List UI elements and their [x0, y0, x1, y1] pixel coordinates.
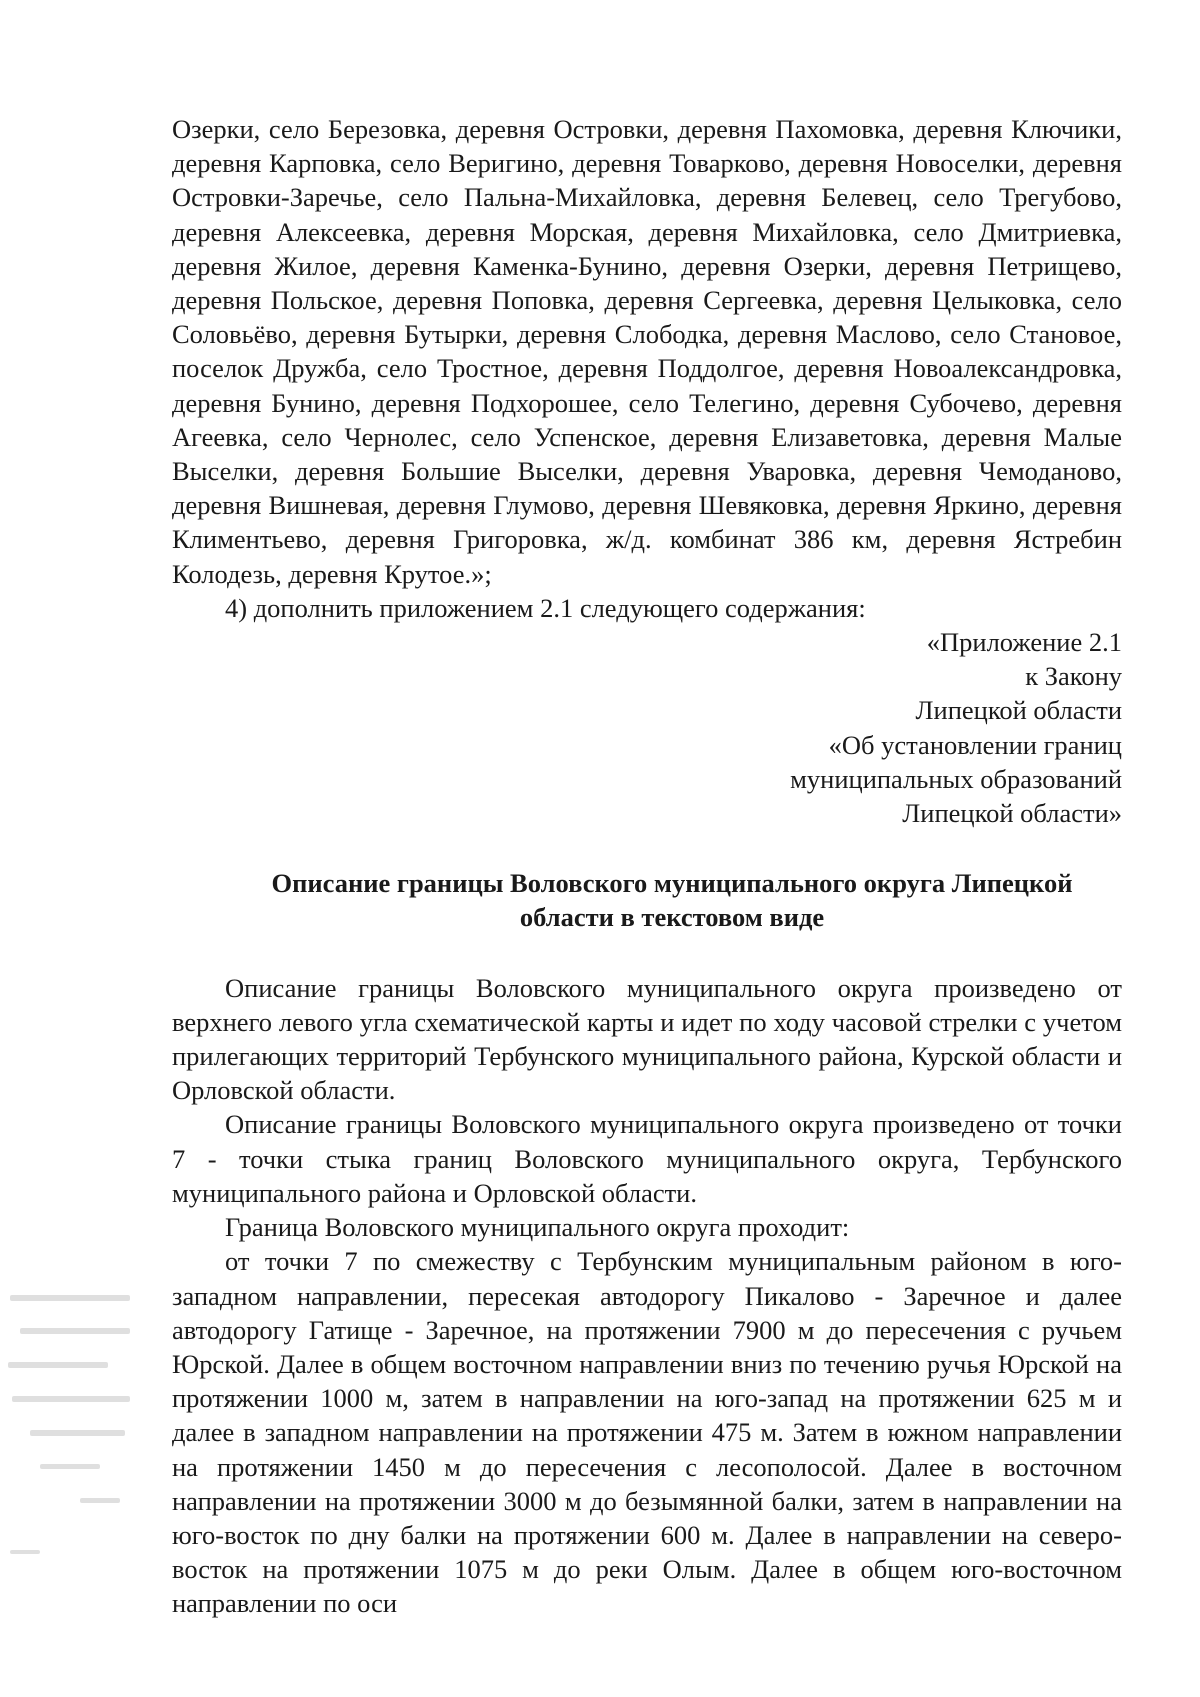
description-paragraph: Граница Воловского муниципального округа проходит:: [225, 1212, 850, 1243]
document-page: [172, 112, 1122, 1621]
appendix-header: [172, 625, 1122, 830]
spacer: [172, 935, 1122, 971]
heading-line: Описание границы Воловского муниципального округа Липецкой: [271, 868, 1073, 899]
appendix-line: Липецкой области: [915, 695, 1122, 726]
appendix-line: к Закону: [1025, 661, 1122, 692]
boundary-paragraph: от точки 7 по смежеству с Тербунским муниципальным районом в юго-западном направлении, пересекая автодорогу Пикалово - Заречное и далее автодорогу Гатище - Заречное, на протяжении 7900 м до пересечения с ручьем Юрской. Далее в общем восточном направлении вниз по течению ручья Юрской на протяжении 1000 м, затем в направлении на юго-запад на протяжении 625 м и далее в западном направлении на протяжении 475 м. Затем в южном направлении на протяжении 1450 м до пересечения с лесополосой. Далее в восточном направлении на протяжении 3000 м до безымянной балки, затем в направлении на юго-восток по дну балки на протяжении 600 м. Далее в направлении на северо-восток на протяжении 1075 м до реки Олым. Далее в общем юго-восточном направлении по оси: [172, 1246, 1122, 1619]
appendix-line: «Об установлении границ: [828, 729, 1122, 760]
village-list-paragraph: Озерки, село Березовка, деревня Островки, деревня Пахомовка, деревня Ключики, деревня Карповка, село Веригино, деревня Товарково, деревня Новоселки, деревня Островки-Заречье, село Пальна-Михайловка, деревня Белевец, село Трегубово, деревня Алексеевка, деревня Морская, деревня Михайловка, село Дмитриевка, деревня Жилое, деревня Каменка-Бунино, деревня Озерки, деревня Петрищево, деревня Польское, деревня Поповка, деревня Сергеевка, деревня Целыковка, село Соловьёво, деревня Бутырки, деревня Слободка, деревня Маслово, село Становое, поселок Дружба, село Тростное, деревня Поддолгое, деревня Новоалександровка, деревня Бунино, деревня Подхорошее, село Телегино, деревня Субочево, деревня Агеевка, село Чернолес, село Успенское, деревня Елизаветовка, деревня Малые Выселки, деревня Большие Выселки, деревня Уваровка, деревня Чемоданово, деревня Вишневая, деревня Глумово, деревня Шевяковка, деревня Яркино, деревня Климентьево, деревня Григоровка, ж/д. комбинат 386 км, деревня Ястребин Колодезь, деревня Крутое.»;: [172, 114, 1122, 589]
heading-line: области в текстовом виде: [519, 902, 825, 933]
appendix-line: Липецкой области»: [902, 798, 1122, 829]
appendix-line: муниципальных образований: [790, 763, 1122, 794]
section-heading: [172, 866, 1122, 934]
description-paragraph: Описание границы Воловского муниципального округа произведено от верхнего левого угла схематической карты и идет по ходу часовой стрелки с учетом прилегающих территорий Тербунского муниципального района, Курской области и Орловской области.: [172, 972, 1122, 1106]
appendix-line: «Приложение 2.1: [926, 627, 1122, 658]
scan-bleed-artifact: [0, 1290, 160, 1610]
description-paragraph: Описание границы Воловского муниципального округа произведено от точки 7 - точки стыка границ Воловского муниципального округа, Тербунского муниципального района и Орловской области.: [172, 1109, 1122, 1208]
amendment-item-4: 4) дополнить приложением 2.1 следующего содержания:: [225, 592, 866, 623]
